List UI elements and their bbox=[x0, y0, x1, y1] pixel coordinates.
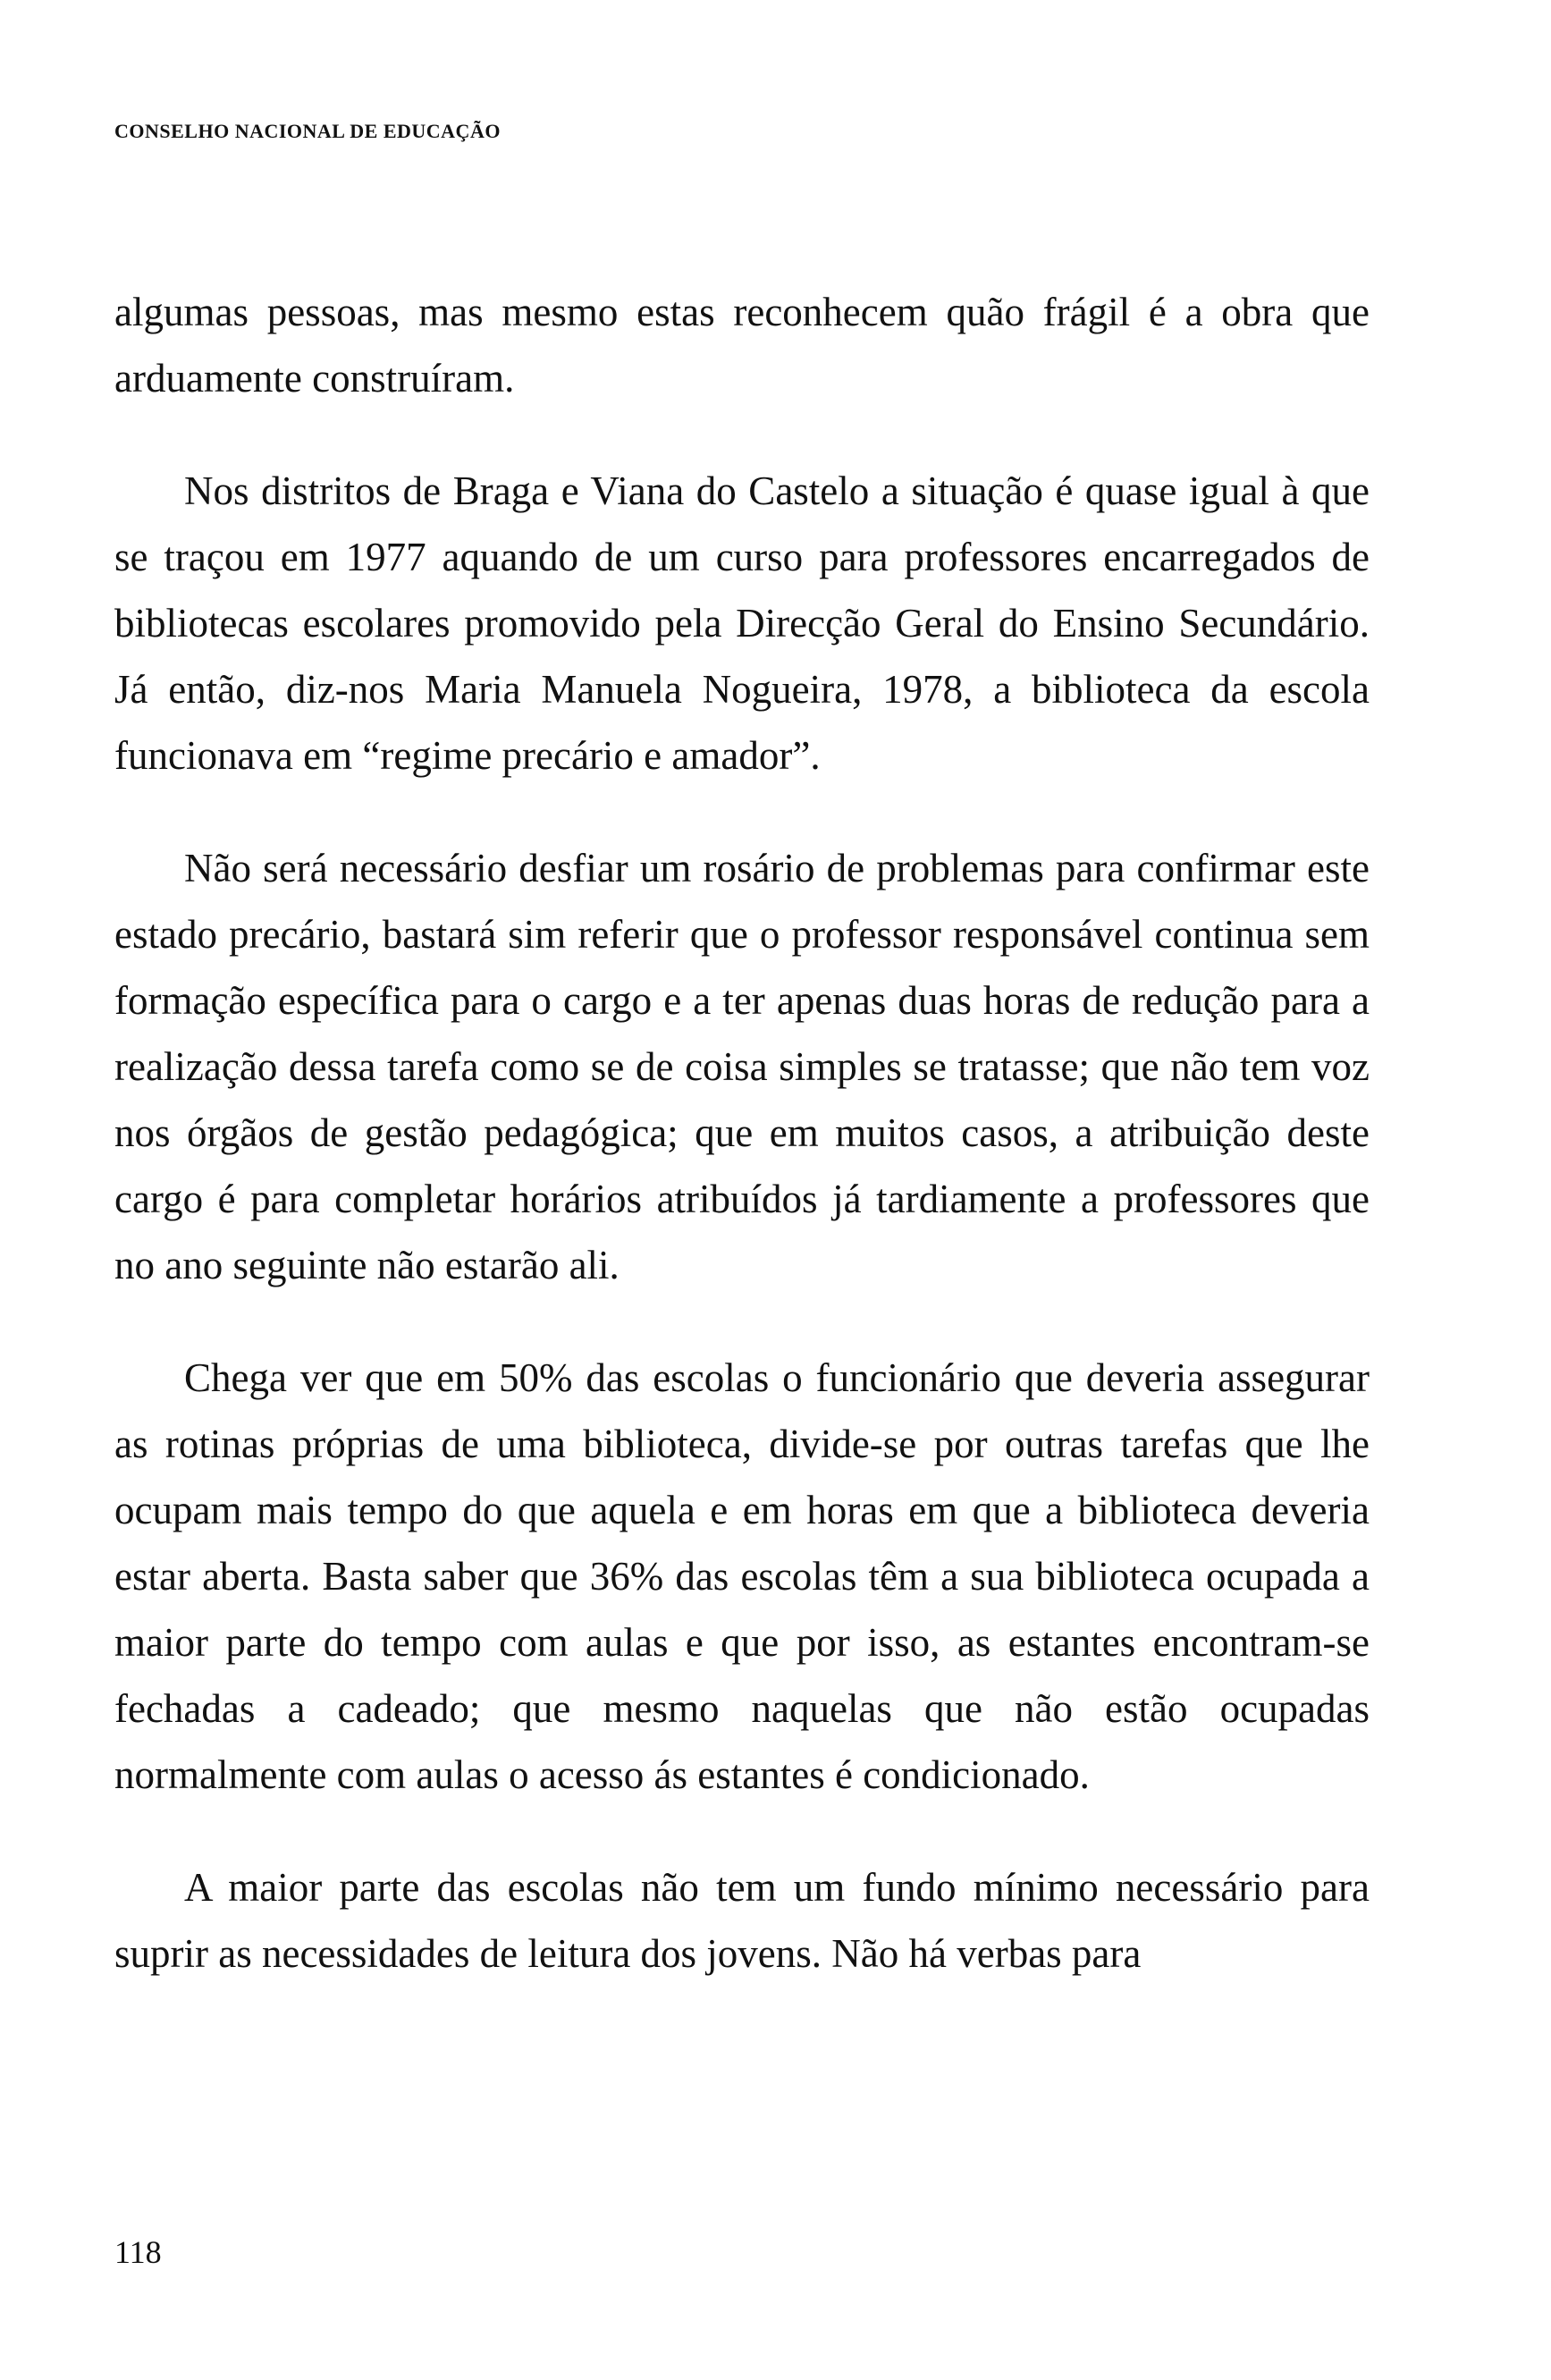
page-number: 118 bbox=[114, 2234, 162, 2270]
paragraph: Não será necessário desfiar um rosário de problemas para confirmar este estado precário, bastará sim referir que o professor responsável continua sem formação específica para o cargo e a ter apenas duas horas de redução para a realização dessa tarefa como se de coisa simples se tratasse; que não tem voz nos órgãos de gestão pedagógica; que em muitos casos, a atribuição deste cargo é para completar horários atribuídos já tardiamente a professores que no ano seguinte não estarão ali. bbox=[114, 846, 1370, 1287]
paragraph: A maior parte das escolas não tem um fundo mínimo necessário para suprir as necessidades de leitura dos jovens. Não há verbas para bbox=[114, 1865, 1370, 1976]
paragraph: Nos distritos de Braga e Viana do Castelo a situação é quase igual à que se traçou em 1977 aquando de um curso para professores encarregados de bibliotecas escolares promovido pela Direcção Geral do Ensino Secundário. Já então, diz-nos Maria Manuela Nogueira, 1978, a biblioteca da escola funcionava em “regime precário e amador”. bbox=[114, 468, 1370, 778]
paragraph: Chega ver que em 50% das escolas o funcionário que deveria assegurar as rotinas próprias de uma biblioteca, divide-se por outras tarefas que lhe ocupam mais tempo do que aquela e em horas em que a biblioteca deveria estar aberta. Basta saber que 36% das escolas têm a sua biblioteca ocupada a maior parte do tempo com aulas e que por isso, as estantes encontram-se fechadas a cadeado; que mesmo naquelas que não estão ocupadas normalmente com aulas o acesso ás estantes é condicionado. bbox=[114, 1355, 1370, 1797]
body-text bbox=[114, 279, 1370, 2033]
running-header: CONSELHO NACIONAL DE EDUCAÇÃO bbox=[114, 120, 501, 142]
paragraph-continuation: algumas pessoas, mas mesmo estas reconhecem quão frágil é a obra que arduamente construíram. bbox=[114, 290, 1370, 401]
